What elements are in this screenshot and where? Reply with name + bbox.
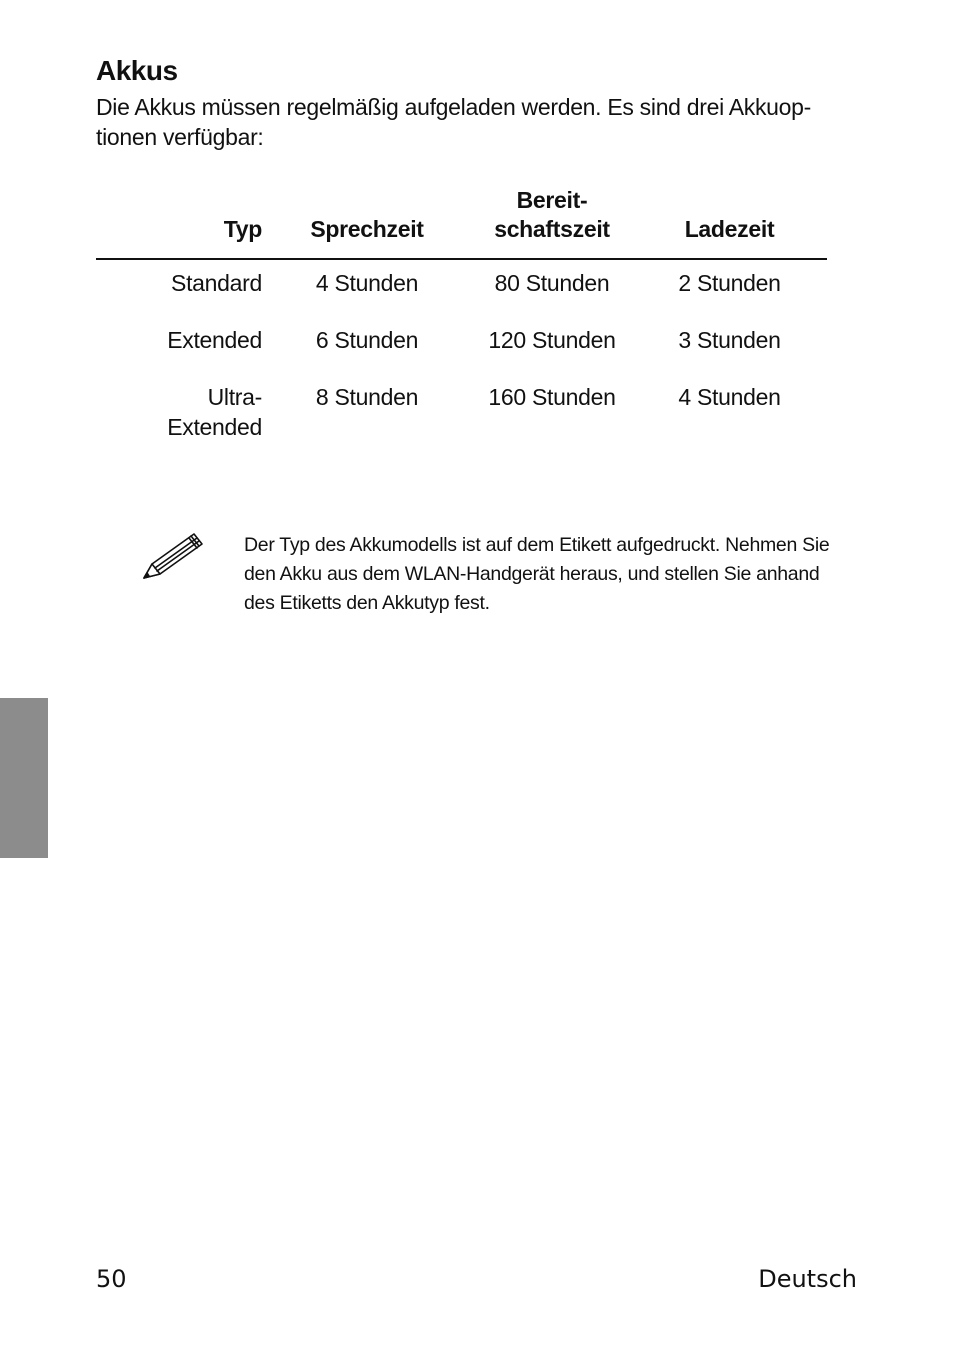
page-number: 50 bbox=[96, 1265, 127, 1293]
intro-text: Die Akkus müssen regelmäßig aufgeladen werden. Es sind drei Akkuop-tionen verfügbar: bbox=[96, 94, 812, 150]
battery-table bbox=[96, 186, 827, 442]
cell-type bbox=[96, 259, 262, 325]
cell-standby-time: 160 Stunden bbox=[488, 384, 616, 410]
cell-talk-time: 4 Stunden bbox=[315, 270, 419, 296]
cell-standby-time: 80 Stunden bbox=[494, 270, 610, 296]
table-row bbox=[96, 259, 827, 325]
cell-type bbox=[96, 325, 262, 382]
table-header-row bbox=[96, 186, 827, 259]
side-tab bbox=[0, 698, 48, 858]
cell-type bbox=[96, 382, 262, 442]
cell-charge-time: 3 Stunden bbox=[678, 327, 781, 353]
section-title: Akkus bbox=[96, 55, 178, 86]
cell-charge-time: 2 Stunden bbox=[678, 270, 781, 296]
note-text: Der Typ des Akkumodells ist auf dem Etikett aufgedruckt. Nehmen Sie den Akku aus dem WLAN-Handgerät heraus, und stellen Sie anhand des Etiketts den Akkutyp fest. bbox=[244, 534, 830, 614]
header-charge-time: Ladezeit bbox=[632, 186, 827, 259]
cell-type-line2: Extended bbox=[167, 414, 262, 440]
table-row bbox=[96, 325, 827, 382]
header-standby-time bbox=[472, 186, 632, 259]
cell-type-line1: Standard bbox=[171, 270, 262, 296]
cell-type-line1: Ultra- bbox=[207, 384, 262, 410]
pencil-icon bbox=[140, 528, 206, 584]
cell-charge-time: 4 Stunden bbox=[678, 384, 781, 410]
header-type: Typ bbox=[96, 186, 262, 259]
header-standby-line2: schaftszeit bbox=[494, 216, 610, 242]
cell-standby-time: 120 Stunden bbox=[488, 327, 616, 353]
header-talk-time: Sprechzeit bbox=[262, 186, 472, 259]
footer-language: Deutsch bbox=[758, 1265, 857, 1293]
intro-paragraph bbox=[96, 92, 856, 152]
table-row bbox=[96, 382, 827, 442]
cell-talk-time: 6 Stunden bbox=[315, 327, 419, 353]
header-standby-line1: Bereit- bbox=[516, 187, 588, 213]
cell-talk-time: 8 Stunden bbox=[315, 384, 419, 410]
cell-type-line1: Extended bbox=[167, 327, 262, 353]
